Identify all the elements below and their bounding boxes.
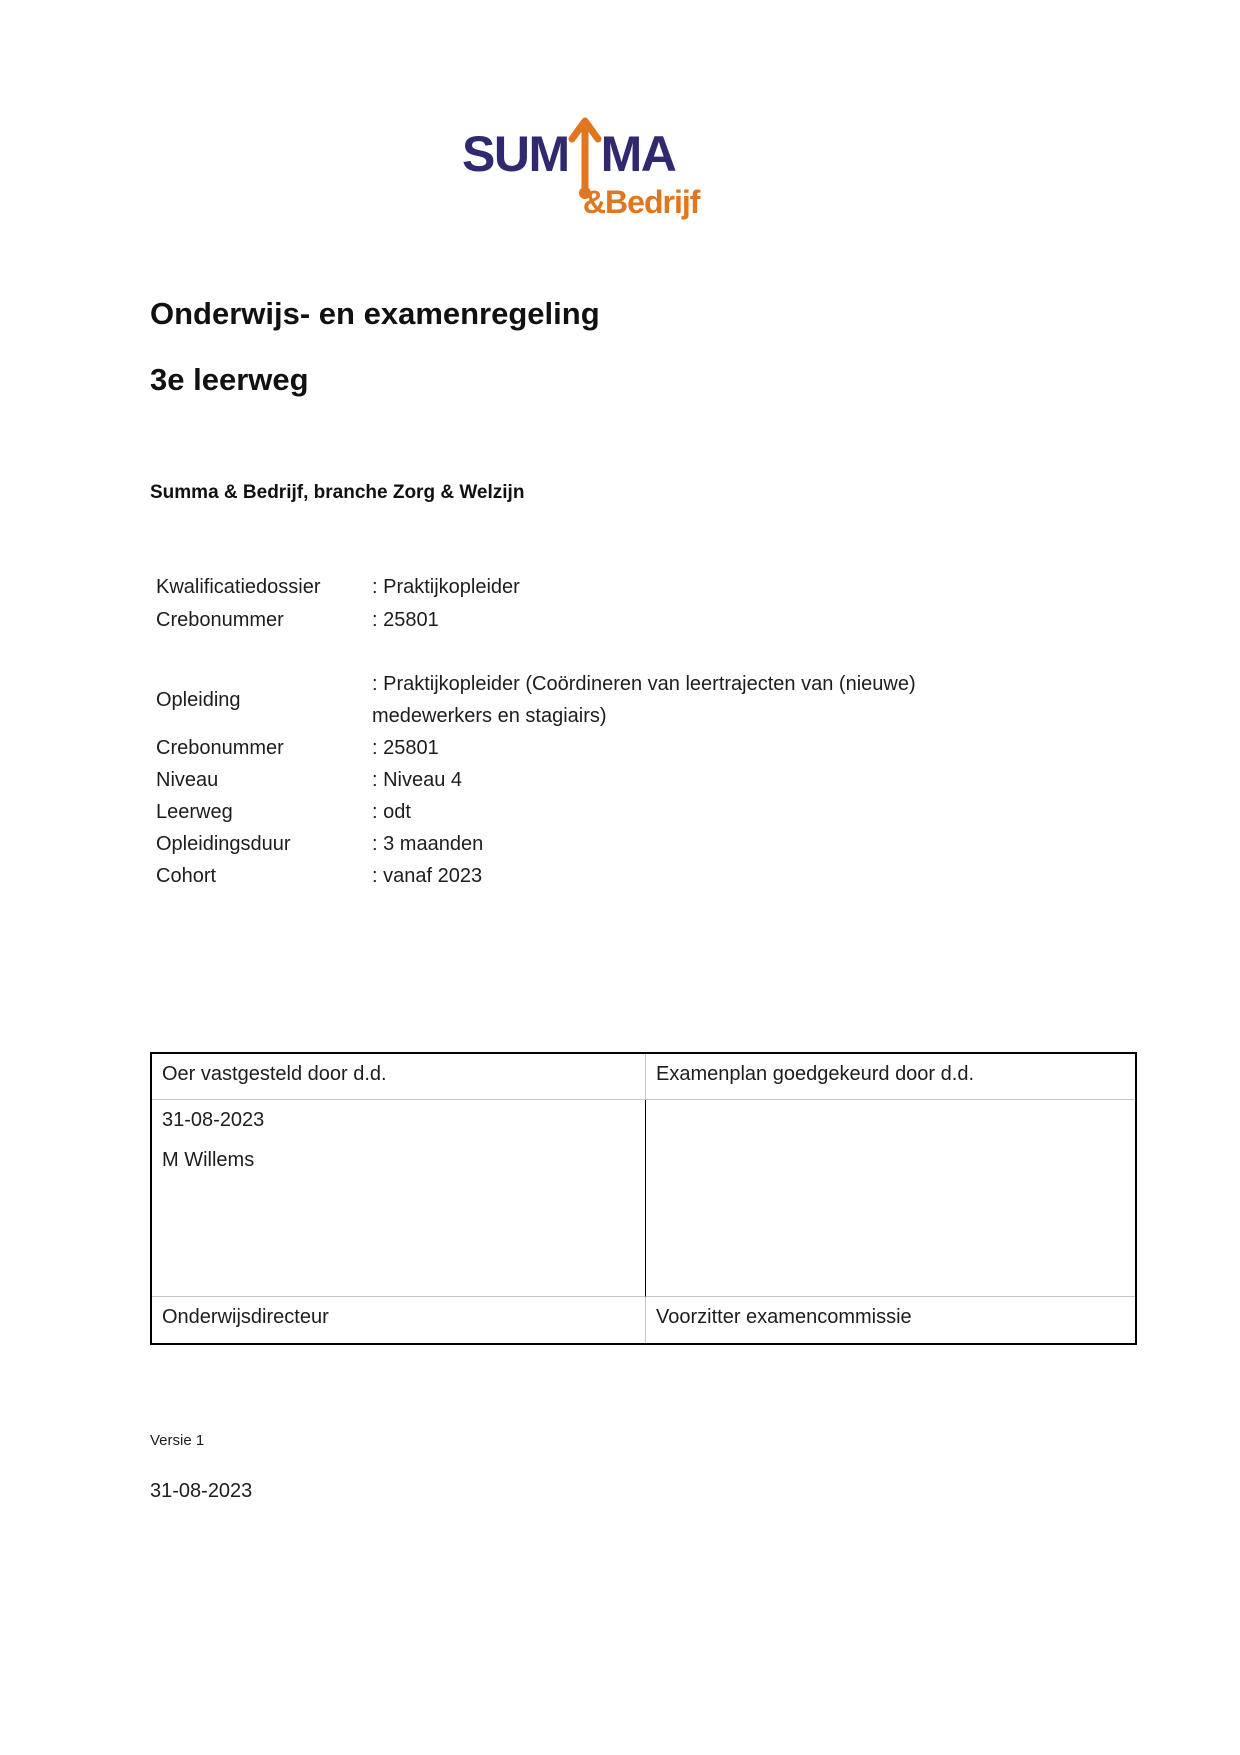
table-header-oer-vastgesteld: Oer vastgesteld door d.d.	[152, 1054, 646, 1100]
dossier-fields	[156, 571, 520, 637]
field-row-opleiding	[156, 668, 932, 732]
version-label: Versie 1	[150, 1432, 205, 1449]
field-value: : odt	[372, 801, 411, 823]
field-value: : Praktijkopleider	[372, 576, 520, 598]
field-row-cohort	[156, 860, 932, 892]
document-title: Onderwijs- en examenregeling	[150, 296, 600, 331]
field-label: Crebonummer	[156, 737, 284, 759]
field-value: : 25801	[372, 609, 439, 631]
field-label: Kwalificatiedossier	[156, 576, 321, 598]
field-row-kwalificatiedossier	[156, 571, 520, 604]
field-row-niveau	[156, 764, 932, 796]
vastgesteld-name: M Willems	[162, 1149, 255, 1171]
field-label: Cohort	[156, 865, 217, 887]
field-label: Opleiding	[156, 689, 241, 711]
opleiding-fields	[156, 668, 932, 892]
table-footer-voorzitter: Voorzitter examencommissie	[656, 1306, 912, 1328]
logo-text-sum: SUM	[462, 126, 569, 182]
branche-subtitle: Summa & Bedrijf, branche Zorg & Welzijn	[150, 482, 525, 503]
field-row-crebonummer	[156, 604, 520, 637]
logo-text-ma: MA	[600, 126, 676, 182]
field-label: Niveau	[156, 769, 219, 791]
approval-table	[150, 1052, 1137, 1345]
table-footer-onderwijsdirecteur: Onderwijsdirecteur	[152, 1297, 646, 1343]
table-cell-examenplan-details	[646, 1100, 1135, 1297]
field-label: Opleidingsduur	[156, 833, 291, 855]
table-header-examenplan: Examenplan goedgekeurd door d.d.	[646, 1054, 1135, 1100]
field-label: Leerweg	[156, 801, 233, 823]
field-value: : vanaf 2023	[372, 865, 483, 887]
document-title-leerweg: 3e leerweg	[150, 362, 309, 397]
summa-bedrijf-logo	[462, 108, 700, 220]
field-value: : Niveau 4	[372, 769, 463, 791]
logo-tagline: &Bedrijf	[582, 184, 700, 220]
field-value: : 3 maanden	[372, 833, 484, 855]
field-value: : 25801	[372, 737, 439, 759]
field-row-crebonummer-2	[156, 732, 932, 764]
table-cell-vastgesteld-details	[152, 1100, 646, 1297]
vastgesteld-date: 31-08-2023	[162, 1109, 265, 1131]
field-row-opleidingsduur	[156, 828, 932, 860]
field-value: : Praktijkopleider (Coördineren van leertrajecten van (nieuwe) medewerkers en stagiairs)	[372, 673, 916, 727]
version-date: 31-08-2023	[150, 1480, 253, 1502]
field-row-leerweg	[156, 796, 932, 828]
field-label: Crebonummer	[156, 609, 284, 631]
